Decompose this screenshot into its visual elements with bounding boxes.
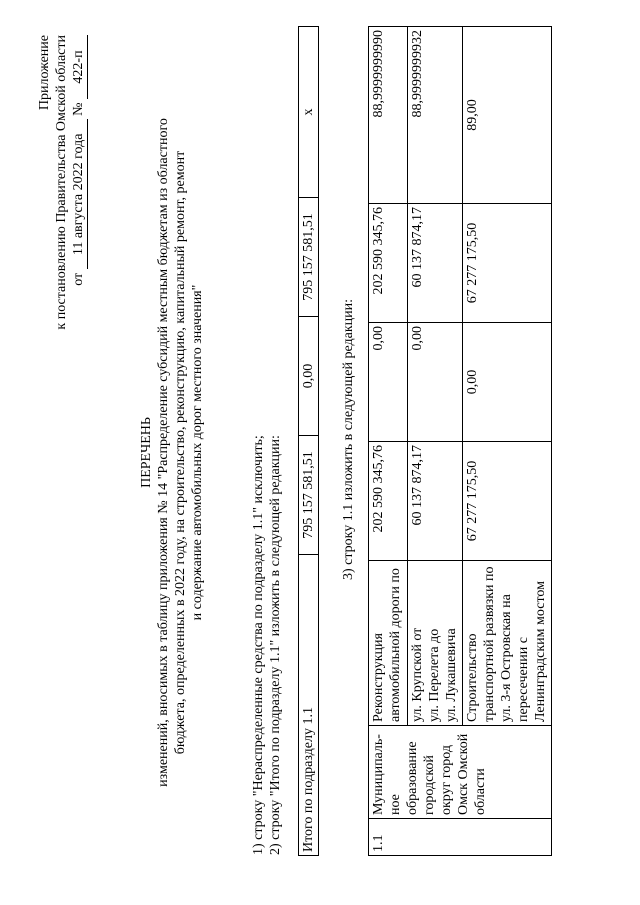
number-label: № bbox=[71, 102, 87, 116]
title-line-3: и содержание автомобильных дорог местного значения" bbox=[190, 284, 206, 621]
amount-cell: 0,00 bbox=[369, 323, 408, 442]
amount-cell: 67 277 175,50 bbox=[463, 204, 552, 323]
object-description bbox=[369, 561, 408, 726]
totals-cell: x bbox=[299, 27, 319, 198]
object-line: Реконструкция bbox=[371, 633, 386, 722]
row-number: 1.1 bbox=[369, 819, 552, 856]
amount-cell: 60 137 874,17 bbox=[408, 442, 463, 561]
title-main: ПЕРЕЧЕНЬ bbox=[139, 417, 154, 488]
share-cell: 88,9999999990 bbox=[369, 27, 408, 204]
instruction-1: 1) строку "Нераспределенные средства по подразделу 1.1" исключить; bbox=[251, 435, 266, 855]
municipality-cell bbox=[369, 726, 552, 819]
amount-cell: 202 590 345,76 bbox=[369, 442, 408, 561]
from-label: от bbox=[71, 272, 87, 286]
amount-cell: 0,00 bbox=[408, 323, 463, 442]
municipality-line: образование bbox=[405, 741, 421, 815]
totals-cell: 0,00 bbox=[299, 317, 319, 436]
object-line: ул. 3-я Островская на bbox=[499, 594, 515, 722]
totals-label: Итого по подразделу 1.1 bbox=[299, 555, 319, 856]
appendix-date-line bbox=[70, 35, 88, 465]
amount-cell: 0,00 bbox=[463, 323, 552, 442]
share-cell: 88,9999999932 bbox=[408, 27, 463, 204]
object-line: ул. Лукашевича bbox=[444, 628, 460, 722]
amount-cell: 202 590 345,76 bbox=[369, 204, 408, 323]
instruction-2: 2) строку "Итого по подразделу 1.1" изложить в следующей редакции: bbox=[268, 435, 284, 855]
object-line: пересечении с bbox=[516, 637, 532, 722]
municipality-line: городской bbox=[422, 755, 438, 815]
amount-cell: 67 277 175,50 bbox=[463, 442, 552, 561]
object-description bbox=[408, 561, 463, 726]
municipality-line: округ город bbox=[439, 745, 455, 815]
amount-cell: 60 137 874,17 bbox=[408, 204, 463, 323]
instruction-3: 3) строку 1.1 изложить в следующей редакции: bbox=[341, 298, 356, 580]
table-row bbox=[369, 27, 408, 856]
appendix-reference: к постановлению Правительства Омской области bbox=[54, 35, 70, 330]
totals-cell: 795 157 581,51 bbox=[299, 198, 319, 317]
municipality-line: ное bbox=[388, 794, 404, 815]
share-cell: 89,00 bbox=[463, 27, 552, 204]
object-line: автомобильной дороги по bbox=[388, 568, 404, 722]
object-line: ул. Крупской от bbox=[410, 627, 425, 722]
document-title bbox=[138, 40, 206, 865]
object-line: транспортной развязки по bbox=[482, 566, 498, 722]
municipality-line: Омск Омской bbox=[456, 733, 472, 815]
number-value: 422-п bbox=[70, 35, 88, 99]
totals-cell: 795 157 581,51 bbox=[299, 436, 319, 555]
object-line: Ленинградским мостом bbox=[533, 581, 549, 722]
object-description bbox=[463, 561, 552, 726]
instructions bbox=[250, 55, 284, 855]
totals-table bbox=[298, 26, 319, 856]
appendix-header bbox=[36, 35, 88, 465]
object-line: Строительство bbox=[465, 633, 480, 722]
municipality-line: области bbox=[473, 768, 489, 815]
date-value: 11 августа 2022 года bbox=[70, 119, 88, 269]
appendix-label: Приложение bbox=[37, 35, 52, 111]
table-row bbox=[299, 27, 319, 856]
title-line-2: бюджета, определенных в 2022 году, на строительство, реконструкцию, капитальный ремонт, ремонт bbox=[173, 150, 189, 755]
title-line-1: изменений, вносимых в таблицу приложения № 14 "Распределение субсидий местным бюджетам из областного bbox=[156, 118, 172, 787]
row-1-1-table bbox=[368, 26, 552, 856]
municipality-line: Муниципаль- bbox=[371, 734, 386, 815]
object-line: ул. Перелета до bbox=[427, 628, 443, 722]
